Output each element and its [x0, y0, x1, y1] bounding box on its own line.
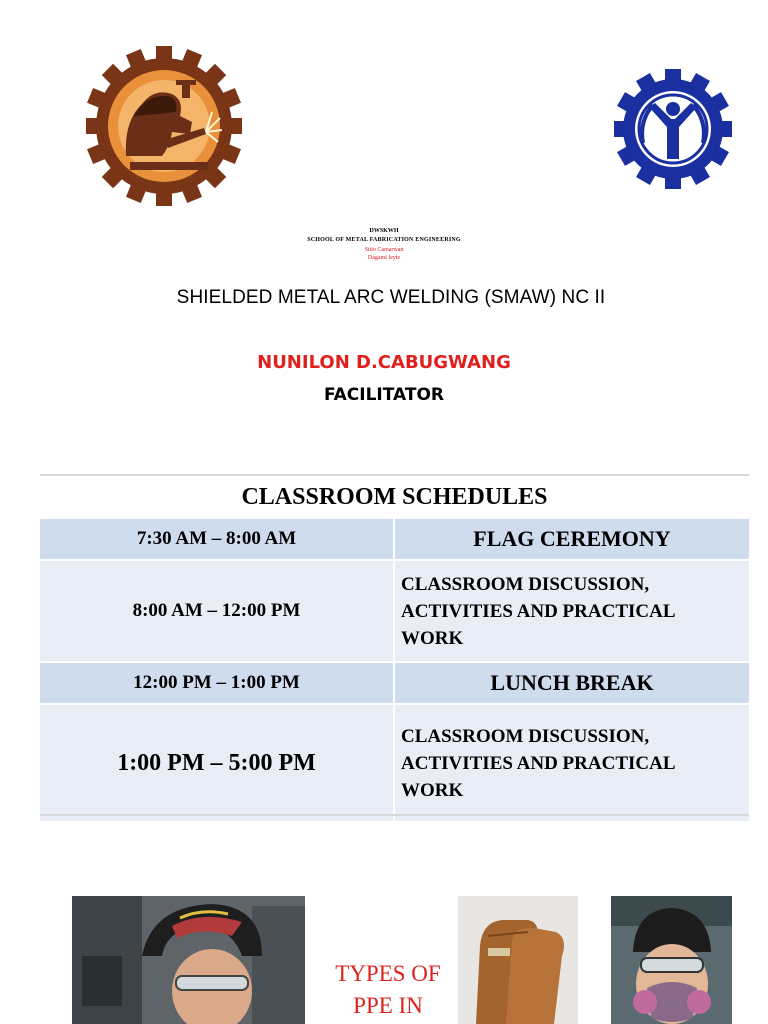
- school-address-line2: Dagami leyte: [367, 255, 401, 261]
- respirator-mask-photo: [611, 896, 732, 1024]
- facilitator-role: FACILITATOR: [323, 385, 445, 405]
- activity-line: CLASSROOM DISCUSSION,: [401, 725, 650, 747]
- schedule-time: 1:00 PM – 5:00 PM: [40, 704, 394, 821]
- schedule-activity: LUNCH BREAK: [394, 662, 749, 704]
- ppe-caption: [318, 958, 458, 1022]
- ppe-caption-line: PPE IN: [353, 993, 423, 1018]
- table-bottom-rule: [40, 814, 749, 816]
- schedule-table: [40, 474, 749, 821]
- table-row: [40, 519, 749, 560]
- schedule-activity: [394, 560, 749, 662]
- welding-gloves-photo: [458, 896, 578, 1024]
- activity-line: WORK: [401, 627, 464, 649]
- course-title: SHIELDED METAL ARC WELDING (SMAW) NC II: [176, 287, 606, 308]
- schedule-time: 12:00 PM – 1:00 PM: [40, 662, 394, 704]
- activity-line: ACTIVITIES AND PRACTICAL: [401, 752, 676, 774]
- welding-school-logo: [86, 42, 242, 210]
- welder-helmet-photo: [72, 896, 305, 1024]
- school-name-abbrev: DWSKWH: [369, 228, 399, 234]
- tesda-gear-logo: [614, 60, 732, 198]
- schedule-time: 8:00 AM – 12:00 PM: [40, 560, 394, 662]
- schedule-title: CLASSROOM SCHEDULES: [40, 475, 749, 519]
- school-full-name: SCHOOL OF METAL FABRICATION ENGINEERING: [307, 237, 461, 243]
- table-row: [40, 560, 749, 662]
- ppe-caption-line: TYPES OF: [335, 961, 441, 986]
- schedule-time: 7:30 AM – 8:00 AM: [40, 519, 394, 560]
- facilitator-name: NUNILON D.CABUGWANG: [257, 352, 511, 373]
- schedule-activity: FLAG CEREMONY: [394, 519, 749, 560]
- activity-line: WORK: [401, 779, 464, 801]
- activity-line: CLASSROOM DISCUSSION,: [401, 573, 650, 595]
- table-row: [40, 704, 749, 821]
- schedule-activity: [394, 704, 749, 821]
- school-address-line1: Sitio Camarwan: [364, 247, 404, 253]
- activity-line: ACTIVITIES AND PRACTICAL: [401, 600, 676, 622]
- table-row: [40, 662, 749, 704]
